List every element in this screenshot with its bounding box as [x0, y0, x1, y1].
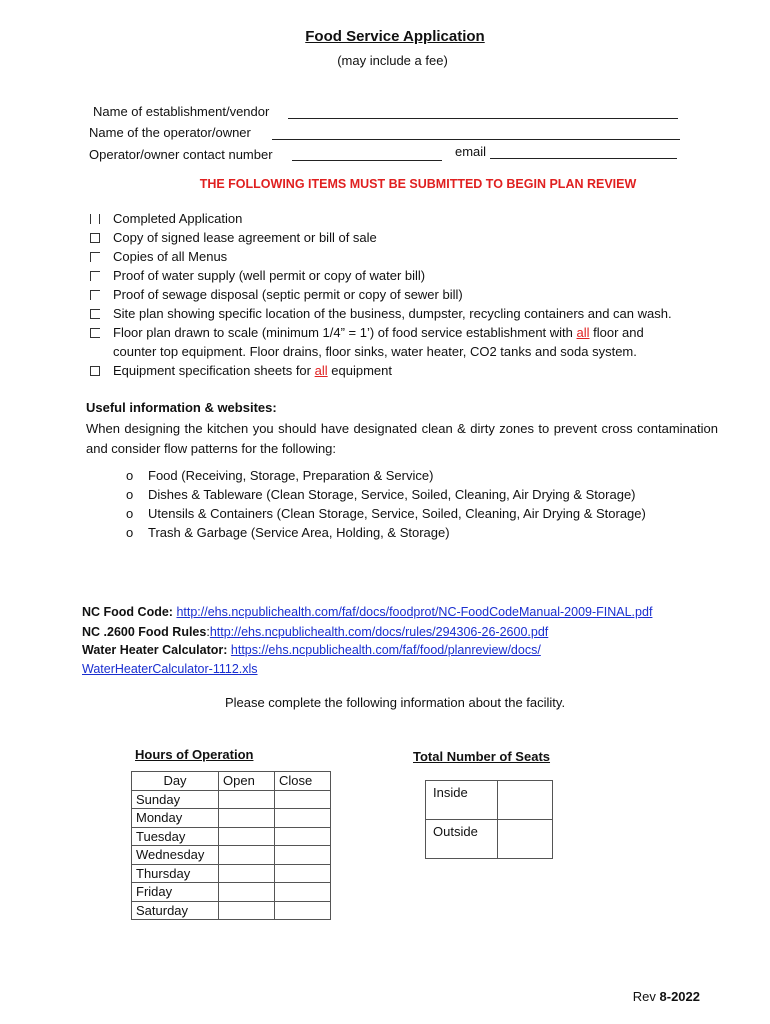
close-cell[interactable]: [275, 864, 331, 883]
facility-prompt: Please complete the following information about the facility.: [224, 695, 566, 710]
checkbox[interactable]: [90, 252, 100, 262]
food-code-link[interactable]: http://ehs.ncpublichealth.com/faf/docs/foodprot/NC-FoodCodeManual-2009-FINAL.pdf: [176, 605, 653, 619]
water-heater-label: Water Heater Calculator:: [82, 643, 228, 657]
list-item: Dishes & Tableware (Clean Storage, Service, Soiled, Cleaning, Air Drying & Storage): [148, 487, 636, 502]
useful-info-heading: Useful information & websites:: [86, 400, 277, 415]
seats-table: [425, 780, 553, 859]
checklist-item: Completed Application: [113, 211, 243, 226]
hours-table: [131, 771, 331, 920]
water-heater-line: [82, 643, 541, 657]
checkbox[interactable]: [90, 366, 100, 376]
establishment-label: Name of establishment/vendor: [93, 104, 270, 119]
food-code-label: NC Food Code:: [82, 605, 173, 619]
day-cell: Monday: [132, 809, 219, 828]
seats-heading: Total Number of Seats: [413, 749, 551, 764]
column-header: Close: [275, 772, 331, 791]
food-rules-link[interactable]: http://ehs.ncpublichealth.com/docs/rules/294306-26-2600.pdf: [209, 625, 549, 639]
close-cell[interactable]: [275, 827, 331, 846]
bullet-icon: o: [126, 506, 134, 521]
open-cell[interactable]: [219, 864, 275, 883]
close-cell[interactable]: [275, 809, 331, 828]
table-row: [132, 883, 331, 902]
day-cell: Wednesday: [132, 846, 219, 865]
checklist-item: Proof of sewage disposal (septic permit or copy of sewer bill): [113, 287, 463, 302]
list-item: Utensils & Containers (Clean Storage, Service, Soiled, Cleaning, Air Drying & Storage): [148, 506, 646, 521]
requirements-heading: THE FOLLOWING ITEMS MUST BE SUBMITTED TO BEGIN PLAN REVIEW: [199, 177, 637, 191]
column-header: Open: [219, 772, 275, 791]
table-row: [132, 846, 331, 865]
food-rules-label: NC .2600 Food Rules: [82, 625, 207, 639]
list-item: Trash & Garbage (Service Area, Holding, & Storage): [148, 525, 450, 540]
water-heater-link-cont[interactable]: WaterHeaterCalculator-1112.xls: [82, 662, 258, 676]
checkbox[interactable]: [90, 309, 100, 319]
checklist-item: Site plan showing specific location of the business, dumpster, recycling containers and can wash.: [113, 306, 672, 321]
day-cell: Sunday: [132, 790, 219, 809]
checklist-item: Copies of all Menus: [113, 249, 228, 264]
open-cell[interactable]: [219, 883, 275, 902]
email-label: email: [455, 144, 487, 159]
table-row: [132, 790, 331, 809]
close-cell[interactable]: [275, 901, 331, 920]
list-item: Food (Receiving, Storage, Preparation & Service): [148, 468, 434, 483]
useful-info-paragraph: When designing the kitchen you should have designated clean & dirty zones to prevent cross contamination and consider flow patterns for the following:: [86, 421, 718, 456]
close-cell[interactable]: [275, 883, 331, 902]
checklist-item-equipment: Equipment specification sheets for all equipment: [113, 363, 392, 378]
close-cell[interactable]: [275, 790, 331, 809]
revision-label: Rev 8-2022: [632, 989, 700, 1004]
operator-field[interactable]: [272, 139, 680, 140]
table-row: [132, 901, 331, 920]
table-row: [426, 781, 553, 820]
close-cell[interactable]: [275, 846, 331, 865]
table-row: [132, 827, 331, 846]
contact-number-field[interactable]: [292, 160, 442, 161]
checkbox[interactable]: [90, 233, 100, 243]
open-cell[interactable]: [219, 846, 275, 865]
checkbox[interactable]: [90, 271, 100, 281]
water-heater-link[interactable]: https://ehs.ncpublichealth.com/faf/food/planreview/docs/: [230, 643, 541, 657]
day-cell: Saturday: [132, 901, 219, 920]
seat-label-cell: Inside: [426, 781, 498, 820]
day-cell: Thursday: [132, 864, 219, 883]
table-row: [426, 820, 553, 859]
checklist-item: Copy of signed lease agreement or bill of sale: [113, 230, 377, 245]
table-row: [132, 864, 331, 883]
day-cell: Friday: [132, 883, 219, 902]
email-field[interactable]: [490, 158, 677, 159]
establishment-field[interactable]: [288, 118, 678, 119]
day-cell: Tuesday: [132, 827, 219, 846]
seat-count-cell[interactable]: [498, 781, 553, 820]
bullet-icon: o: [126, 525, 134, 540]
page-subtitle: (may include a fee): [337, 53, 448, 68]
open-cell[interactable]: [219, 809, 275, 828]
operator-label: Name of the operator/owner: [89, 125, 251, 140]
food-rules-line: NC .2600 Food Rules:http://ehs.ncpublichealth.com/docs/rules/294306-26-2600.pdf: [82, 625, 549, 639]
bullet-icon: o: [126, 487, 134, 502]
bullet-icon: o: [126, 468, 134, 483]
page-title: Food Service Application: [305, 28, 485, 45]
contact-label: Operator/owner contact number: [89, 147, 273, 162]
open-cell[interactable]: [219, 827, 275, 846]
checklist-item-floor-plan: Floor plan drawn to scale (minimum 1/4” = 1’) of food service establishment with all floor and: [113, 325, 644, 340]
column-header: Day: [132, 772, 219, 791]
table-header-row: [132, 772, 331, 791]
seat-count-cell[interactable]: [498, 820, 553, 859]
open-cell[interactable]: [219, 790, 275, 809]
checkbox[interactable]: [90, 290, 100, 300]
checkbox[interactable]: [90, 214, 100, 224]
checklist-item-floor-plan-cont: counter top equipment. Floor drains, floor sinks, water heater, CO2 tanks and soda system.: [113, 344, 637, 359]
checklist-item: Proof of water supply (well permit or copy of water bill): [113, 268, 426, 283]
checkbox[interactable]: [90, 328, 100, 338]
open-cell[interactable]: [219, 901, 275, 920]
food-code-line: [82, 605, 652, 619]
hours-heading: Hours of Operation: [135, 747, 254, 762]
table-row: [132, 809, 331, 828]
seat-label-cell: Outside: [426, 820, 498, 859]
